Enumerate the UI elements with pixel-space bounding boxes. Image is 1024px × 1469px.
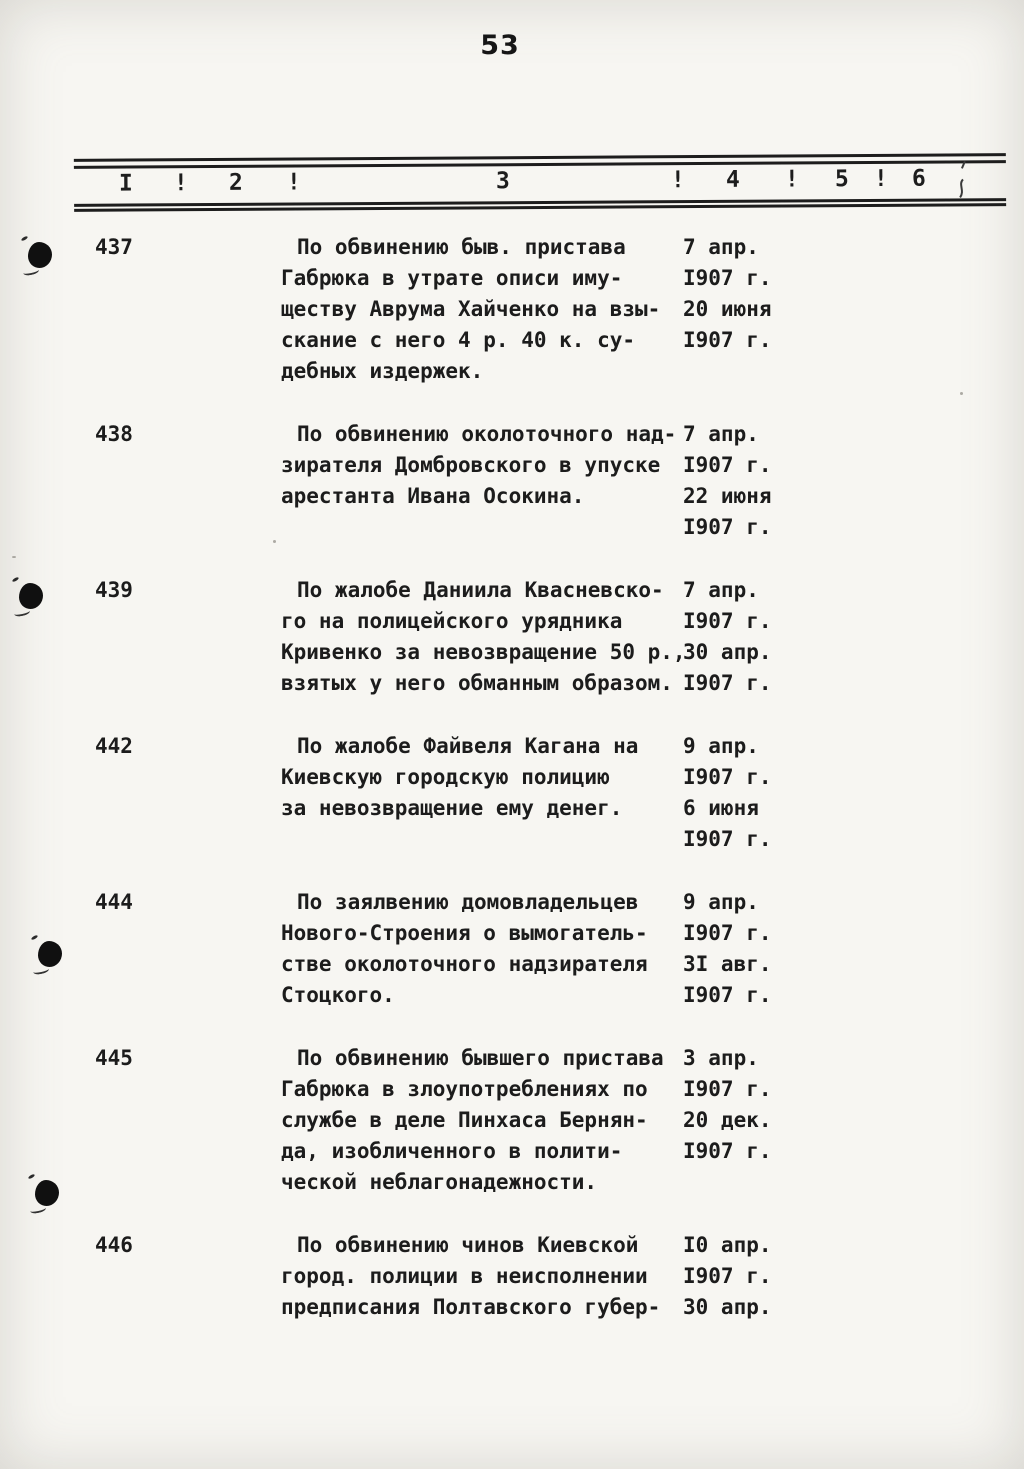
column-separator: ! (784, 166, 799, 193)
column-separator: ! (173, 170, 188, 197)
date-line: 30 апр. (683, 640, 772, 664)
description-line: Габрюка в злоупотреблениях по (281, 1077, 648, 1101)
date-line: I0 апр. (683, 1233, 772, 1257)
description-line: По обвинению бывшего пристава (297, 1046, 664, 1070)
description-line: По жалобе Файвеля Кагана на (297, 734, 639, 758)
scan-speck (12, 556, 16, 558)
date-line: I907 г. (683, 765, 772, 789)
date-line: I907 г. (683, 609, 772, 633)
table-row (95, 1043, 955, 1198)
description-line: арестанта Ивана Осокина. (281, 484, 585, 508)
date-line: I907 г. (683, 266, 772, 290)
date-line: 7 апр. (683, 578, 759, 602)
entry-dates (683, 1230, 955, 1323)
date-line: I907 г. (683, 983, 772, 1007)
description-line: По заялвению домовладельцев (297, 890, 639, 914)
date-line: 20 дек. (683, 1108, 772, 1132)
date-line: I907 г. (683, 671, 772, 695)
date-line: I907 г. (683, 515, 772, 539)
entry-number: 446 (95, 1233, 133, 1257)
entry-dates (683, 232, 955, 356)
date-line: 20 июня (683, 297, 772, 321)
entry-dates (683, 1043, 955, 1167)
description-line: дебных издержек. (281, 359, 484, 383)
date-line: 9 апр. (683, 734, 759, 758)
entry-description (281, 419, 683, 512)
entry-number: 444 (95, 890, 133, 914)
table-row (95, 232, 955, 387)
column-separator: ! (670, 167, 685, 194)
description-line: Кривенко за невозвращение 50 р., (281, 640, 686, 664)
entry-number: 445 (95, 1046, 133, 1070)
table-row (95, 887, 955, 1011)
entry-dates (683, 575, 955, 699)
date-line: 22 июня (683, 484, 772, 508)
table-row (95, 731, 955, 855)
table-row (95, 575, 955, 699)
date-line: 7 апр. (683, 235, 759, 259)
date-line: I907 г. (683, 328, 772, 352)
column-header-6: 6 (911, 165, 926, 192)
description-line: за невозвращение ему денег. (281, 796, 623, 820)
description-line: По обвинению чинов Киевской (297, 1233, 639, 1257)
date-line: I907 г. (683, 827, 772, 851)
description-line: Габрюка в утрате описи иму- (281, 266, 623, 290)
date-line: 30 апр. (683, 1295, 772, 1319)
description-line: ческой неблагонадежности. (281, 1170, 598, 1194)
entry-number: 437 (95, 235, 133, 259)
entries (95, 232, 955, 1355)
scan-speck (960, 392, 963, 395)
description-line: Стоцкого. (281, 983, 395, 1007)
date-line: 7 апр. (683, 422, 759, 446)
entry-description (281, 1230, 683, 1323)
description-line: службе в деле Пинхаса Бернян- (281, 1108, 648, 1132)
description-line: стве околоточного надзирателя (281, 952, 648, 976)
description-line: По жалобе Даниила Квасневско- (297, 578, 664, 602)
column-header-5: 5 (834, 166, 849, 193)
date-line: I907 г. (683, 921, 772, 945)
description-line: Нового-Строения о вымогатель- (281, 921, 648, 945)
entry-dates (683, 887, 955, 1011)
date-line: I907 г. (683, 1264, 772, 1288)
description-line: зирателя Домбровского в упуске (281, 453, 661, 477)
description-line: скание с него 4 р. 40 к. су- (281, 328, 636, 352)
header-rule-top-inner (74, 160, 1006, 169)
description-line: взятых у него обманным образом. (281, 671, 673, 695)
column-separator: ! (873, 165, 888, 192)
description-line: да, изобличенного в полити- (281, 1139, 623, 1163)
description-line: город. полиции в неисполнении (281, 1264, 648, 1288)
table-header (74, 153, 1006, 213)
column-header-1: I (118, 170, 133, 197)
entry-description (281, 731, 683, 824)
column-header-3: 3 (495, 168, 510, 195)
date-line: 3 апр. (683, 1046, 759, 1070)
ink-blot (35, 1180, 59, 1206)
column-header-2: 2 (228, 169, 243, 196)
ink-blot (19, 583, 43, 609)
date-line: 9 апр. (683, 890, 759, 914)
table-row (95, 419, 955, 543)
description-line: го на полицейского урядника (281, 609, 623, 633)
date-line: 3I авг. (683, 952, 772, 976)
ink-blot (28, 242, 52, 268)
entry-description (281, 575, 686, 699)
entry-description (281, 1043, 683, 1198)
description-line: предписания Полтавского губер- (281, 1295, 661, 1319)
scan-speck (273, 540, 276, 543)
date-line: I907 г. (683, 453, 772, 477)
entry-description (281, 232, 683, 387)
entry-number: 439 (95, 578, 133, 602)
entry-dates (683, 731, 955, 855)
table-row (95, 1230, 955, 1323)
description-line: По обвинению околоточного над- (297, 422, 677, 446)
entry-dates (683, 419, 955, 543)
column-separator: ! (286, 169, 301, 196)
entry-description (281, 887, 683, 1011)
entry-number: 438 (95, 422, 133, 446)
description-line: По обвинению быв. пристава (297, 235, 626, 259)
ink-blot (38, 941, 62, 967)
date-line: I907 г. (683, 1139, 772, 1163)
description-line: Киевскую городскую полицию (281, 765, 610, 789)
entry-number: 442 (95, 734, 133, 758)
description-line: ществу Аврума Хайченко на взы- (281, 297, 661, 321)
page-number: 53 (480, 30, 520, 61)
date-line: I907 г. (683, 1077, 772, 1101)
date-line: 6 июня (683, 796, 759, 820)
column-header-4: 4 (725, 166, 740, 193)
